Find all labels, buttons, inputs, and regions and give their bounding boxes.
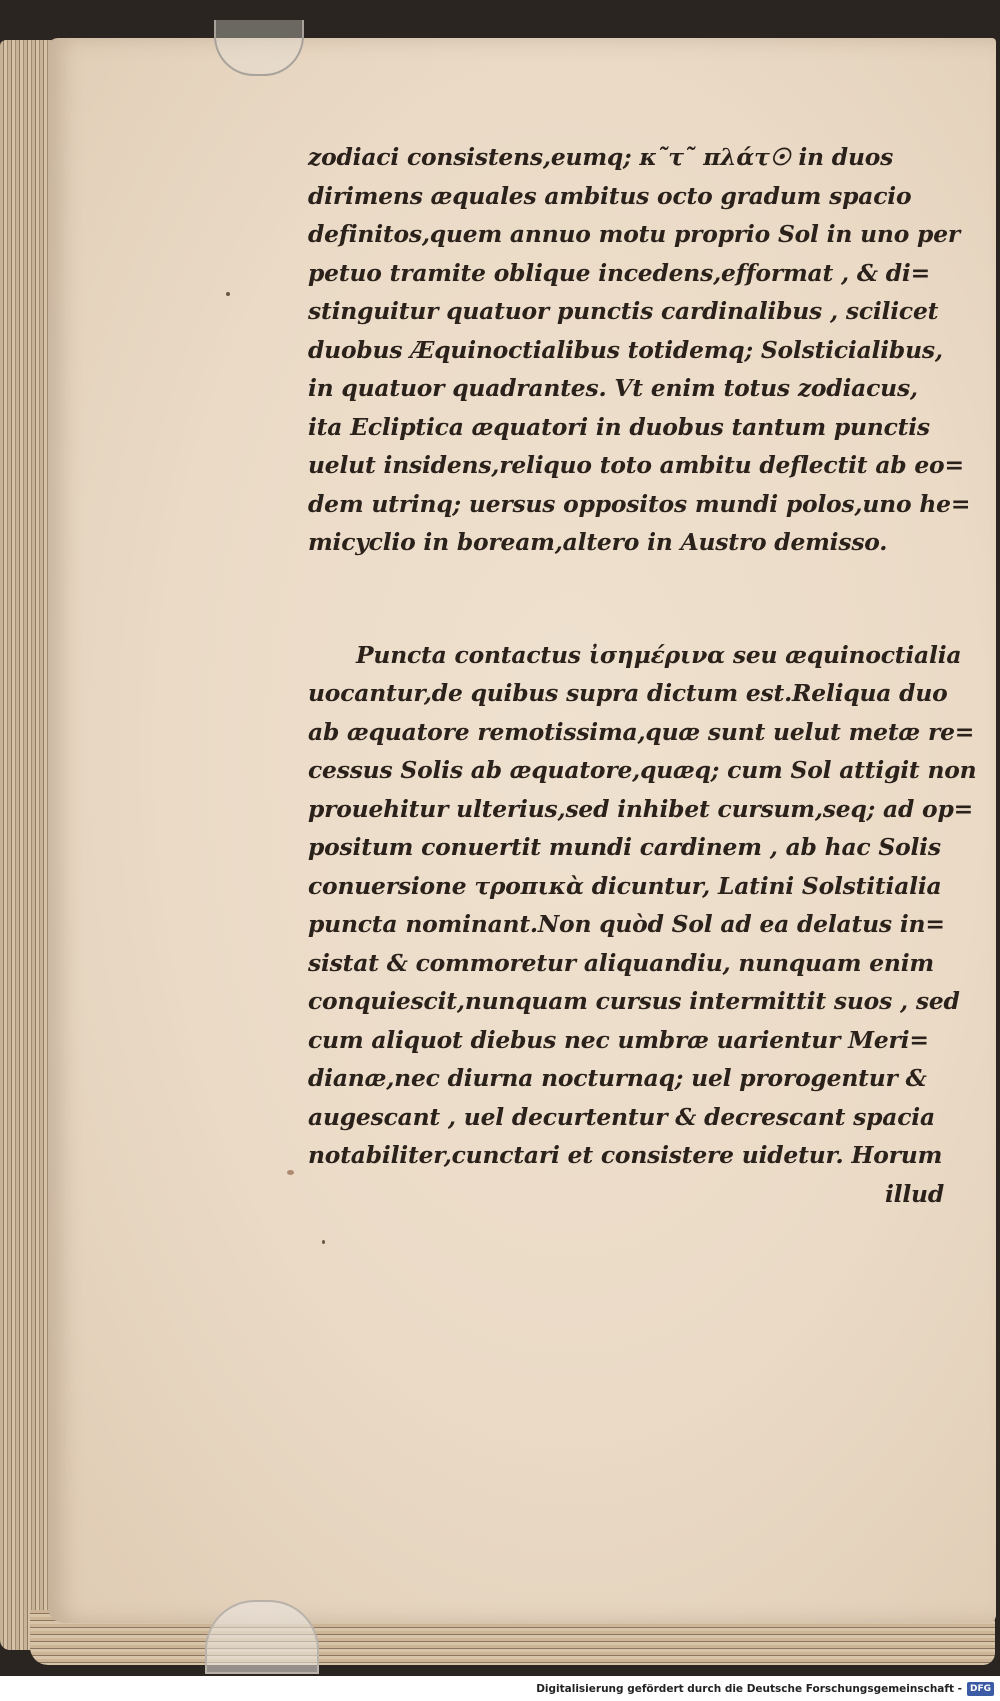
text-line: positum conuertit mundi cardinem , ab hac Solis: [308, 833, 941, 861]
footer-credit: Digitalisierung gefördert durch die Deutsche Forschungsgemeinschaft -: [536, 1682, 962, 1695]
text-line: definitos,quem annuo motu proprio Sol in uno per: [308, 220, 961, 248]
ink-speck: [322, 1240, 325, 1244]
paragraph-1: [308, 138, 971, 562]
text-line: conuersione τροπικὰ dicuntur, Latini Solstitialia: [308, 871, 942, 900]
ink-speck: [287, 1170, 294, 1175]
text-line: uelut insidens,reliquo toto ambitu deflectit ab eo=: [308, 451, 964, 479]
text-line: duobus Æquinoctialibus totidemq; Solsticialibus,: [308, 335, 943, 364]
text-line: augescant , uel decurtentur & decrescant spacia: [308, 1102, 935, 1131]
text-line: conquiescit,nunquam cursus intermittit suos , sed: [308, 987, 960, 1015]
paragraph-2: [308, 636, 977, 1214]
dfg-logo: DFG: [967, 1682, 994, 1696]
text-line: Puncta contactus ἰσημέρινα seu æquinoctialia: [356, 640, 962, 669]
text-line: uocantur,de quibus supra dictum est.Reliqua duo: [308, 679, 948, 707]
text-line: cessus Solis ab æquatore,quæq; cum Sol attigit non: [308, 756, 977, 784]
text-line: in quatuor quadrantes. Vt enim totus zodiacus,: [308, 374, 918, 402]
paragraph-gap: [308, 562, 948, 636]
text-line: petuo tramite oblique incedens,efformat , & di=: [308, 258, 930, 287]
text-line: stinguitur quatuor punctis cardinalibus , scilicet: [308, 297, 939, 325]
text-line: zodiaci consistens,eumq; κ῀τ῀ πλάτ☉ in duos: [308, 143, 894, 171]
text-line: cum aliquot diebus nec umbræ uarientur Meri=: [308, 1025, 929, 1054]
text-line: ab æquatore remotissima,quæ sunt uelut metæ re=: [308, 717, 975, 746]
text-line: dianæ,nec diurna nocturnaq; uel prorogentur &: [308, 1064, 927, 1092]
ink-speck: [226, 292, 230, 296]
catchword: illud: [884, 1179, 944, 1208]
text-line: micyclio in boream,altero in Austro demisso.: [308, 528, 888, 556]
text-line: prouehitur ulterius,sed inhibet cursum,seq; ad op=: [308, 794, 973, 823]
text-line: ita Ecliptica æquatori in duobus tantum punctis: [308, 412, 930, 441]
text-line: notabiliter,cunctari et consistere uidetur. Horum: [308, 1141, 943, 1169]
text-line: dem utrinq; uersus oppositos mundi polos,uno he=: [308, 489, 971, 518]
text-line: sistat & commoretur aliquandiu, nunquam enim: [308, 948, 934, 977]
digitization-footer: [0, 1676, 1000, 1701]
text-line: puncta nominant.Non quòd Sol ad ea delatus in=: [308, 910, 945, 938]
text-line: dirimens æquales ambitus octo gradum spacio: [308, 181, 912, 210]
body-text: [308, 138, 977, 1213]
